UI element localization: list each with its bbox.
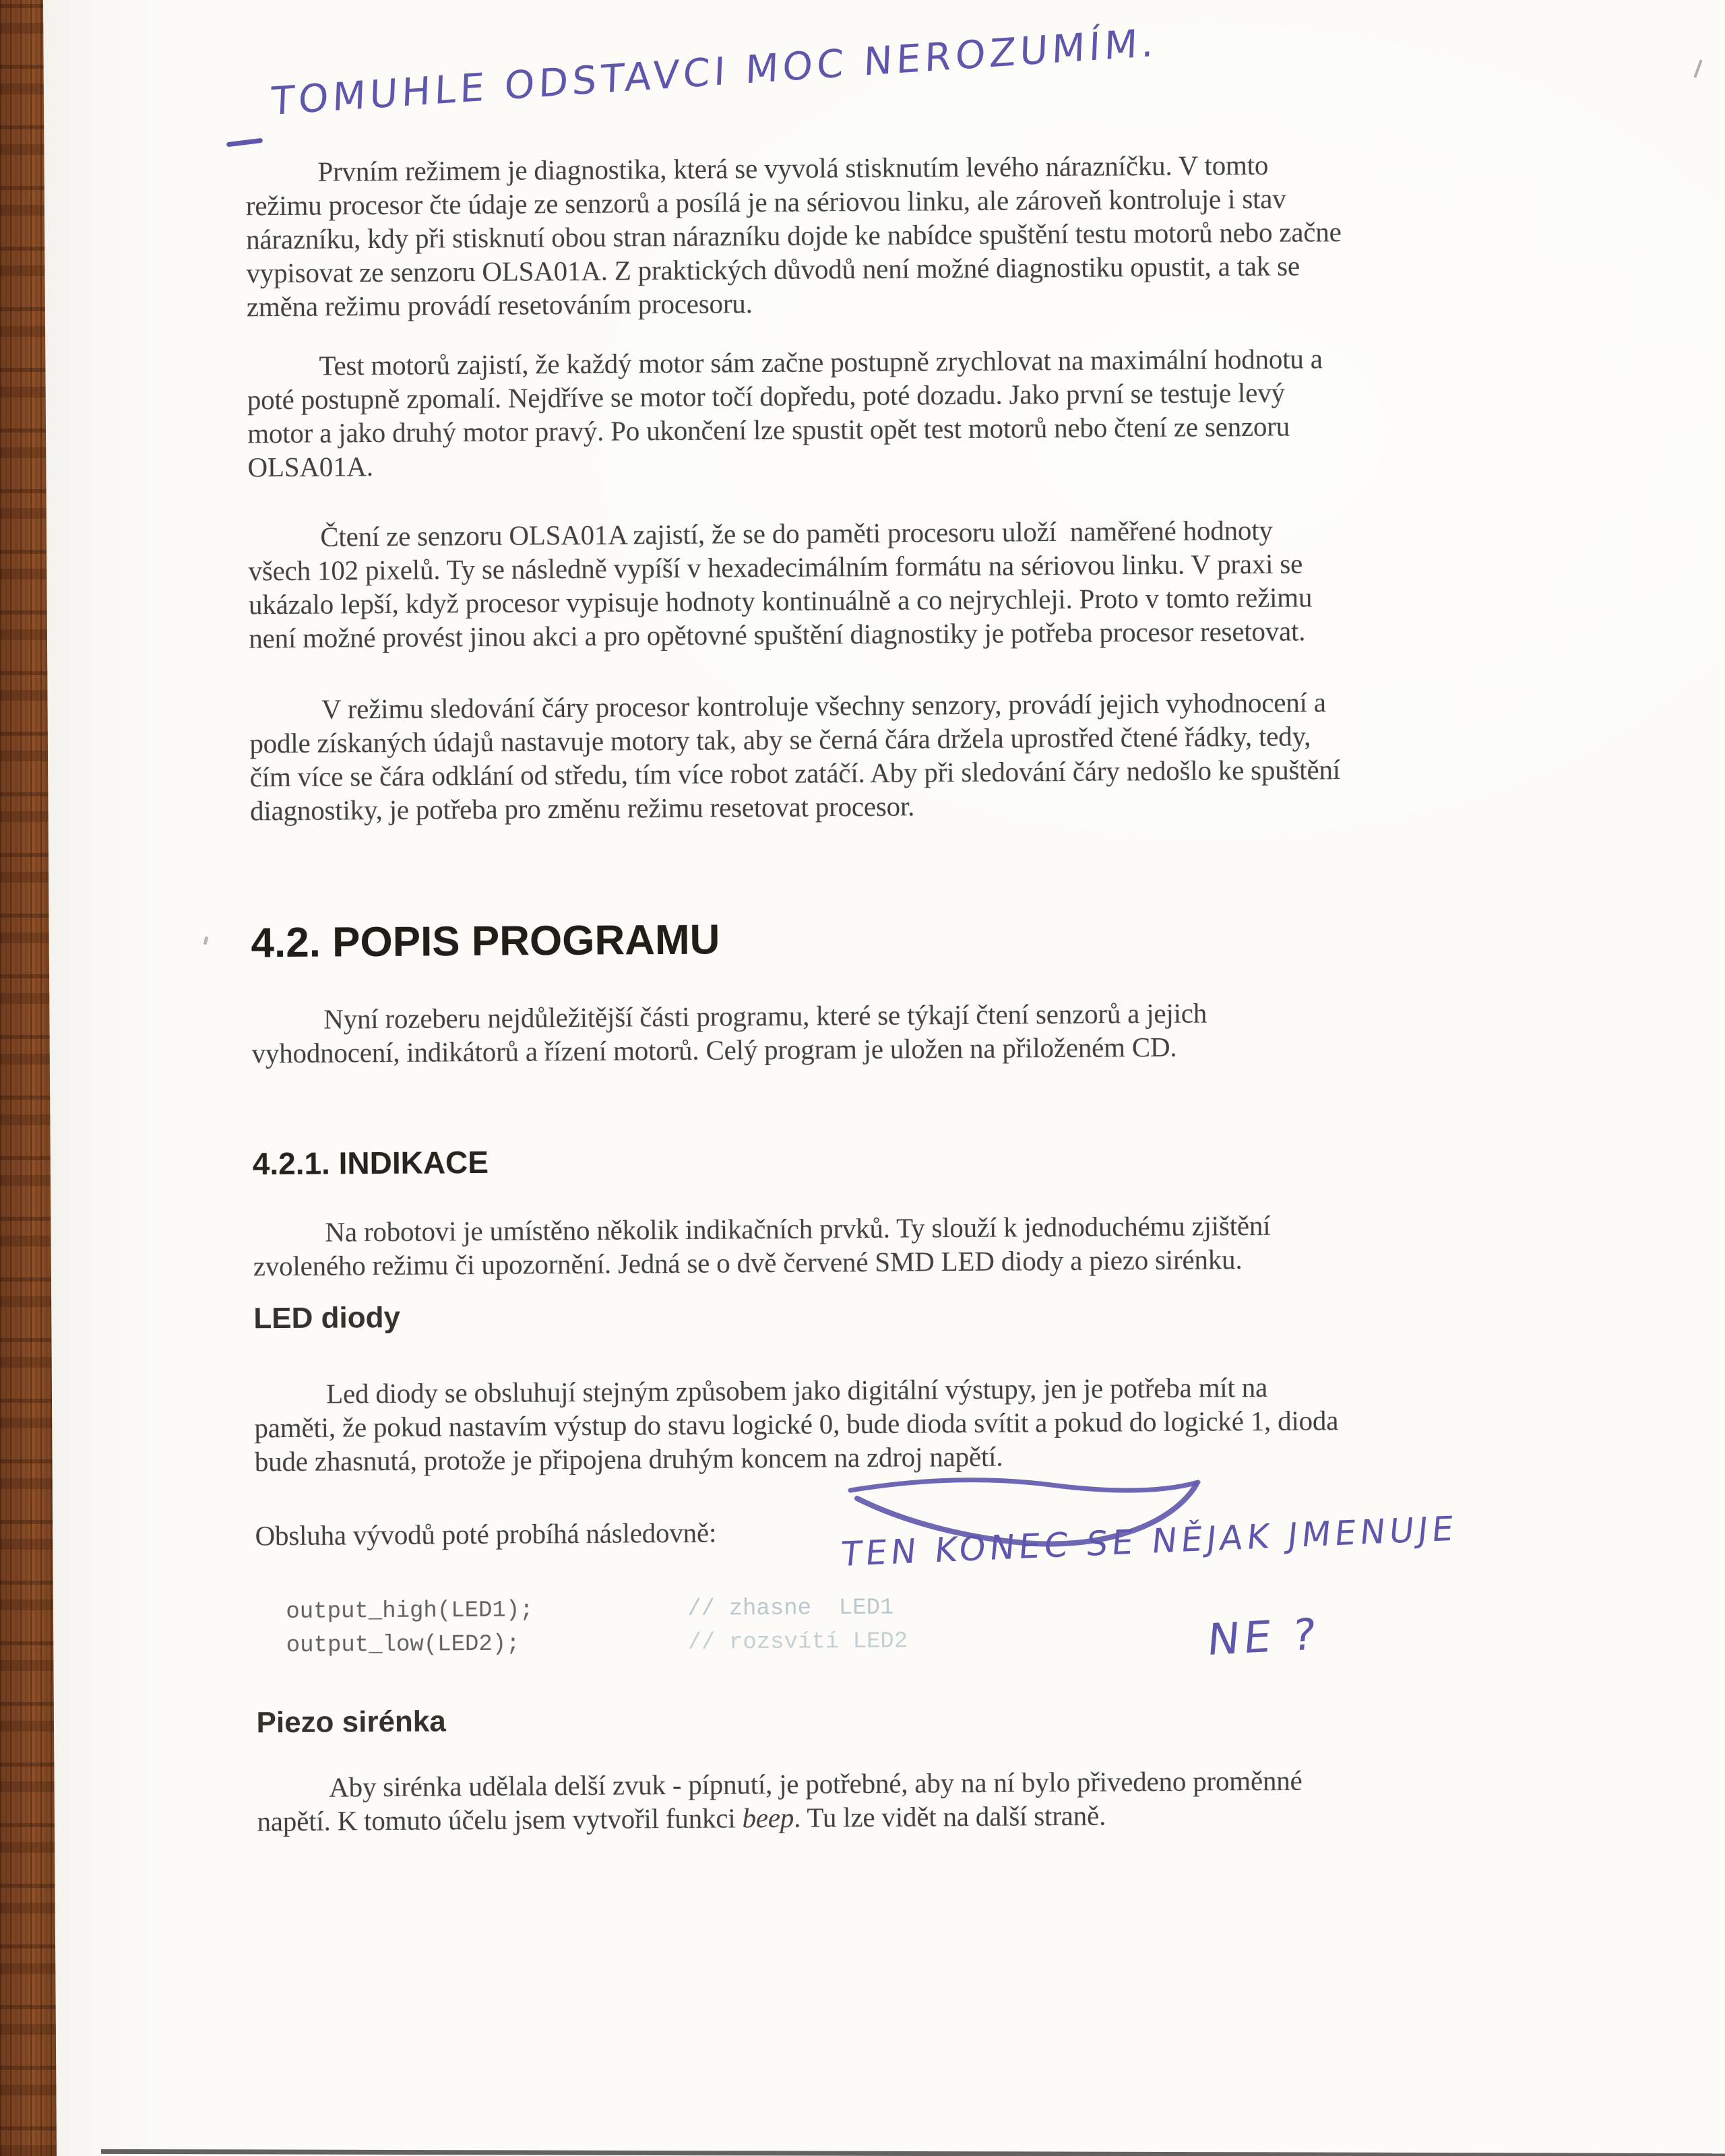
paragraph-line: Aby sirénka udělala delší zvuk - pípnutí, je potřebné, aby na ní bylo přivedeno proměnné — [329, 1765, 1303, 1803]
handwritten-side-note-line1: TEN KONEC SE NĚJAK JMENUJE — [839, 1509, 1460, 1575]
paragraph-line: všech 102 pixelů. Ty se následně vypíší v hexadecimálním formátu na sériovou linku. V praxi se — [248, 548, 1303, 587]
code-comment: // zhasne LED1 — [687, 1595, 894, 1622]
paragraph-uvod-programu — [251, 993, 1650, 1070]
paragraph-line: změna režimu provádí resetováním procesoru. — [246, 288, 753, 323]
paragraph-line: diagnostiky, je potřeba pro změnu režimu resetovat procesor. — [249, 790, 915, 827]
paragraph-test-motoru — [247, 340, 1645, 484]
handwritten-top-note: TOMUHLE ODSTAVCI MOC NEROZUMÍM. — [270, 20, 1159, 125]
subheading-piezo-sirenka: Piezo sirénka — [256, 1705, 446, 1740]
code-line — [286, 1625, 908, 1663]
paragraph-line: Test motorů zajistí, že každý motor sám začne postupně zrychlovat na maximální hodnotu a — [319, 343, 1323, 381]
paragraph-segment: napětí. K tomuto účelu jsem vytvořil funkci — [257, 1802, 743, 1837]
paragraph-line: paměti, že pokud nastavím výstup do stavu logické 0, bude dioda svítit a pokud do logické 1, dioda — [254, 1405, 1339, 1444]
paragraph-sledovani-cary — [249, 683, 1648, 827]
code-statement: output_low(LED2); — [286, 1631, 520, 1659]
paragraph-diagnostika — [245, 146, 1645, 323]
section-heading-popis-programu: 4.2. POPIS PROGRAMU — [251, 916, 720, 967]
paragraph-line: Prvním režimem je diagnostika, která se vyvolá stisknutím levého nárazníčku. V tomto — [317, 149, 1269, 187]
paragraph-line: vyhodnocení, indikátorů a řízení motorů. Celý program je uložen na přiloženém CD. — [251, 1031, 1177, 1069]
paragraph-line: Led diody se obsluhují stejným způsobem jako digitální výstupy, jen je potřeba mít na — [325, 1371, 1268, 1409]
paragraph-line: čím více se čára odklání od středu, tím více robot zatáčí. Aby při sledování čáry nedošlo ke spuštění — [249, 754, 1341, 793]
paragraph-line: OLSA01A. — [247, 451, 374, 483]
paragraph-line: není možné provést jinou akci a pro opětovné spuštění diagnostiky je potřeba procesor resetovat. — [249, 615, 1306, 654]
paragraph-line: režimu procesor čte údaje ze senzorů a posílá je na sériovou linku, ale zároveň kontroluje i stav — [245, 183, 1286, 222]
paragraph-line: vypisovat ze senzoru OLSA01A. Z praktických důvodů není možné diagnostiku opustit, a tak se — [246, 250, 1300, 289]
paragraph-line: poté postupně zpomalí. Nejdříve se motor točí dopředu, poté dozadu. Jako první se testuje levý — [247, 377, 1285, 416]
paragraph-cteni-senzoru — [248, 511, 1647, 655]
paragraph-line: podle získaných údajů nastavuje motory tak, aby se černá čára držela uprostřed čtené řádky, tedy, — [249, 720, 1311, 759]
paragraph-line: V režimu sledování čáry procesor kontroluje všechny senzory, provádí jejich vyhodnocení a — [321, 687, 1326, 725]
function-name-beep: beep — [742, 1802, 794, 1834]
handwritten-side-note-line2: NE ? — [1205, 1610, 1322, 1666]
paragraph-line: Obsluha vývodů poté probíhá následovně: — [255, 1517, 717, 1552]
section-heading-indikace: 4.2.1. INDIKACE — [252, 1144, 489, 1182]
paragraph-piezo — [257, 1761, 1656, 1838]
subheading-led-diody: LED diody — [253, 1300, 401, 1335]
code-snippet — [286, 1591, 908, 1663]
code-comment: // rozsvítí LED2 — [687, 1628, 908, 1656]
paragraph-line: ukázalo lepší, když procesor vypisuje hodnoty kontinuálně a co nejrychleji. Proto v tomto režimu — [248, 581, 1313, 621]
paragraph-line: Nyní rozeberu nejdůležitější části programu, které se týkají čtení senzorů a jejich — [323, 997, 1208, 1035]
paragraph-line: Na robotovi je umístěno několik indikačních prvků. Ty slouží k jednoduchému zjištění — [325, 1209, 1271, 1248]
paragraph-line: bude zhasnutá, protože je připojena druhým koncem na zdroj napětí. — [254, 1440, 1003, 1478]
paragraph-led-obsluha — [254, 1368, 1653, 1478]
paragraph-line: motor a jako druhý motor pravý. Po ukončení lze spustit opět test motorů nebo čtení ze senzoru — [247, 410, 1290, 449]
paragraph-line: zvoleného režimu či upozornění. Jedná se o dvě červené SMD LED diody a piezo sirénku. — [253, 1244, 1243, 1282]
paragraph-line: nárazníku, kdy při stisknutí obou stran nárazníku dojde ke nabídce spuštění testu motorů nebo začne — [246, 216, 1342, 255]
code-statement: output_high(LED1); — [286, 1597, 534, 1625]
paragraph-line: Čtení ze senzoru OLSA01A zajistí, že se do paměti procesoru uloží naměřené hodnoty — [320, 514, 1273, 552]
code-line — [286, 1591, 908, 1629]
paragraph-segment: . Tu lze vidět na další straně. — [793, 1800, 1106, 1833]
paragraph-indikacni-prvky — [253, 1206, 1652, 1283]
